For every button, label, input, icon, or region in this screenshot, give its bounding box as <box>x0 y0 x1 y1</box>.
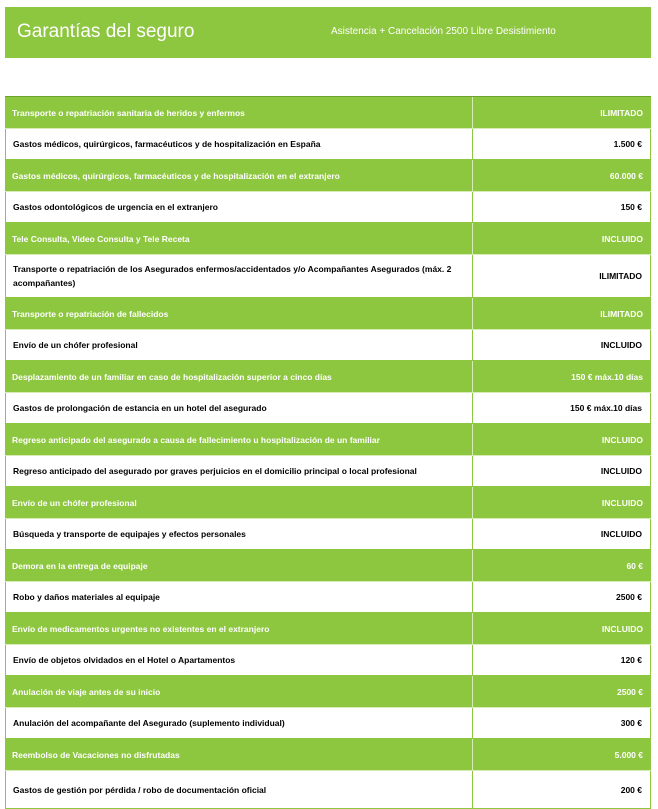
coverage-table <box>5 96 651 809</box>
coverage-amount: INCLUIDO <box>472 456 651 486</box>
coverage-amount: INCLUIDO <box>472 487 651 518</box>
table-row <box>5 298 651 330</box>
coverage-name: Regreso anticipado del asegurado por graves perjuicios en el domicilio principal o local profesional <box>5 456 472 486</box>
table-row <box>5 223 651 255</box>
coverage-amount: INCLUIDO <box>472 223 651 254</box>
table-row <box>5 330 651 361</box>
table-row <box>5 192 651 223</box>
coverage-amount: INCLUIDO <box>472 613 651 644</box>
coverage-name: Robo y daños materiales al equipaje <box>5 582 472 612</box>
coverage-name: Envío de medicamentos urgentes no existentes en el extranjero <box>12 623 270 634</box>
table-row <box>5 456 651 487</box>
coverage-amount: INCLUIDO <box>472 519 651 549</box>
coverage-name: Gastos médicos, quirúrgicos, farmacéuticos y de hospitalización en España <box>5 129 472 159</box>
coverage-amount: INCLUIDO <box>472 424 651 455</box>
coverage-amount: 5.000 € <box>472 739 651 770</box>
coverage-amount: 150 € máx.10 días <box>472 393 651 423</box>
coverage-amount: 2500 € <box>472 582 651 612</box>
coverage-name: Gastos odontológicos de urgencia en el extranjero <box>5 192 472 222</box>
coverage-amount: 60 € <box>472 550 651 581</box>
table-row <box>5 708 651 739</box>
coverage-name: Transporte o repatriación de los Asegurados enfermos/accidentados y/o Acompañantes Asegurados (máx. 2 acompañantes) <box>5 255 472 297</box>
coverage-amount: 200 € <box>472 771 651 808</box>
coverage-name: Gastos médicos, quirúrgicos, farmacéuticos y de hospitalización en el extranjero <box>12 170 340 181</box>
table-row <box>5 645 651 676</box>
coverage-amount: INCLUIDO <box>472 330 651 360</box>
table-row <box>5 582 651 613</box>
page-title: Garantías del seguro <box>17 21 195 42</box>
coverage-amount: 2500 € <box>472 676 651 707</box>
coverage-name: Transporte o repatriación de fallecidos <box>12 308 169 319</box>
table-row <box>5 519 651 550</box>
table-row <box>5 160 651 192</box>
table-row <box>5 393 651 424</box>
coverage-name: Anulación del acompañante del Asegurado (suplemento individual) <box>5 708 472 738</box>
table-row <box>5 255 651 298</box>
coverage-name: Tele Consulta, Video Consulta y Tele Receta <box>12 233 190 244</box>
coverage-name: Gastos de prolongación de estancia en un hotel del asegurado <box>5 393 472 423</box>
coverage-name: Envío de un chófer profesional <box>12 497 137 508</box>
coverage-amount: ILIMITADO <box>472 255 651 297</box>
coverage-amount: 60.000 € <box>472 160 651 191</box>
coverage-amount: 1.500 € <box>472 129 651 159</box>
table-row <box>5 739 651 771</box>
coverage-name: Regreso anticipado del asegurado a causa de fallecimiento u hospitalización de un familiar <box>12 434 380 445</box>
coverage-amount: 150 € máx.10 días <box>472 361 651 392</box>
coverage-name: Demora en la entrega de equipaje <box>12 560 148 571</box>
coverage-amount: ILIMITADO <box>472 298 651 329</box>
coverage-name: Envío de un chófer profesional <box>5 330 472 360</box>
coverage-name: Envío de objetos olvidados en el Hotel o Apartamentos <box>5 645 472 675</box>
coverage-name: Transporte o repatriación sanitaria de heridos y enfermos <box>12 107 245 118</box>
coverage-amount: 120 € <box>472 645 651 675</box>
table-row <box>5 129 651 160</box>
coverage-name: Reembolso de Vacaciones no disfrutadas <box>12 749 180 760</box>
coverage-name: Desplazamiento de un familiar en caso de hospitalización superior a cinco días <box>12 371 332 382</box>
coverage-amount: 300 € <box>472 708 651 738</box>
coverage-name: Búsqueda y transporte de equipajes y efectos personales <box>5 519 472 549</box>
table-row <box>5 676 651 708</box>
coverage-name: Anulación de viaje antes de su inicio <box>12 686 161 697</box>
product-subtitle: Asistencia + Cancelación 2500 Libre Desistimiento <box>331 26 556 37</box>
coverage-amount: ILIMITADO <box>472 97 651 128</box>
coverage-amount: 150 € <box>472 192 651 222</box>
table-row <box>5 771 651 809</box>
coverage-name: Gastos de gestión por pérdida / robo de documentación oficial <box>5 771 472 808</box>
table-row <box>5 613 651 645</box>
table-row <box>5 361 651 393</box>
table-row <box>5 424 651 456</box>
page-header <box>5 7 651 58</box>
table-row <box>5 550 651 582</box>
table-row <box>5 97 651 129</box>
table-row <box>5 487 651 519</box>
